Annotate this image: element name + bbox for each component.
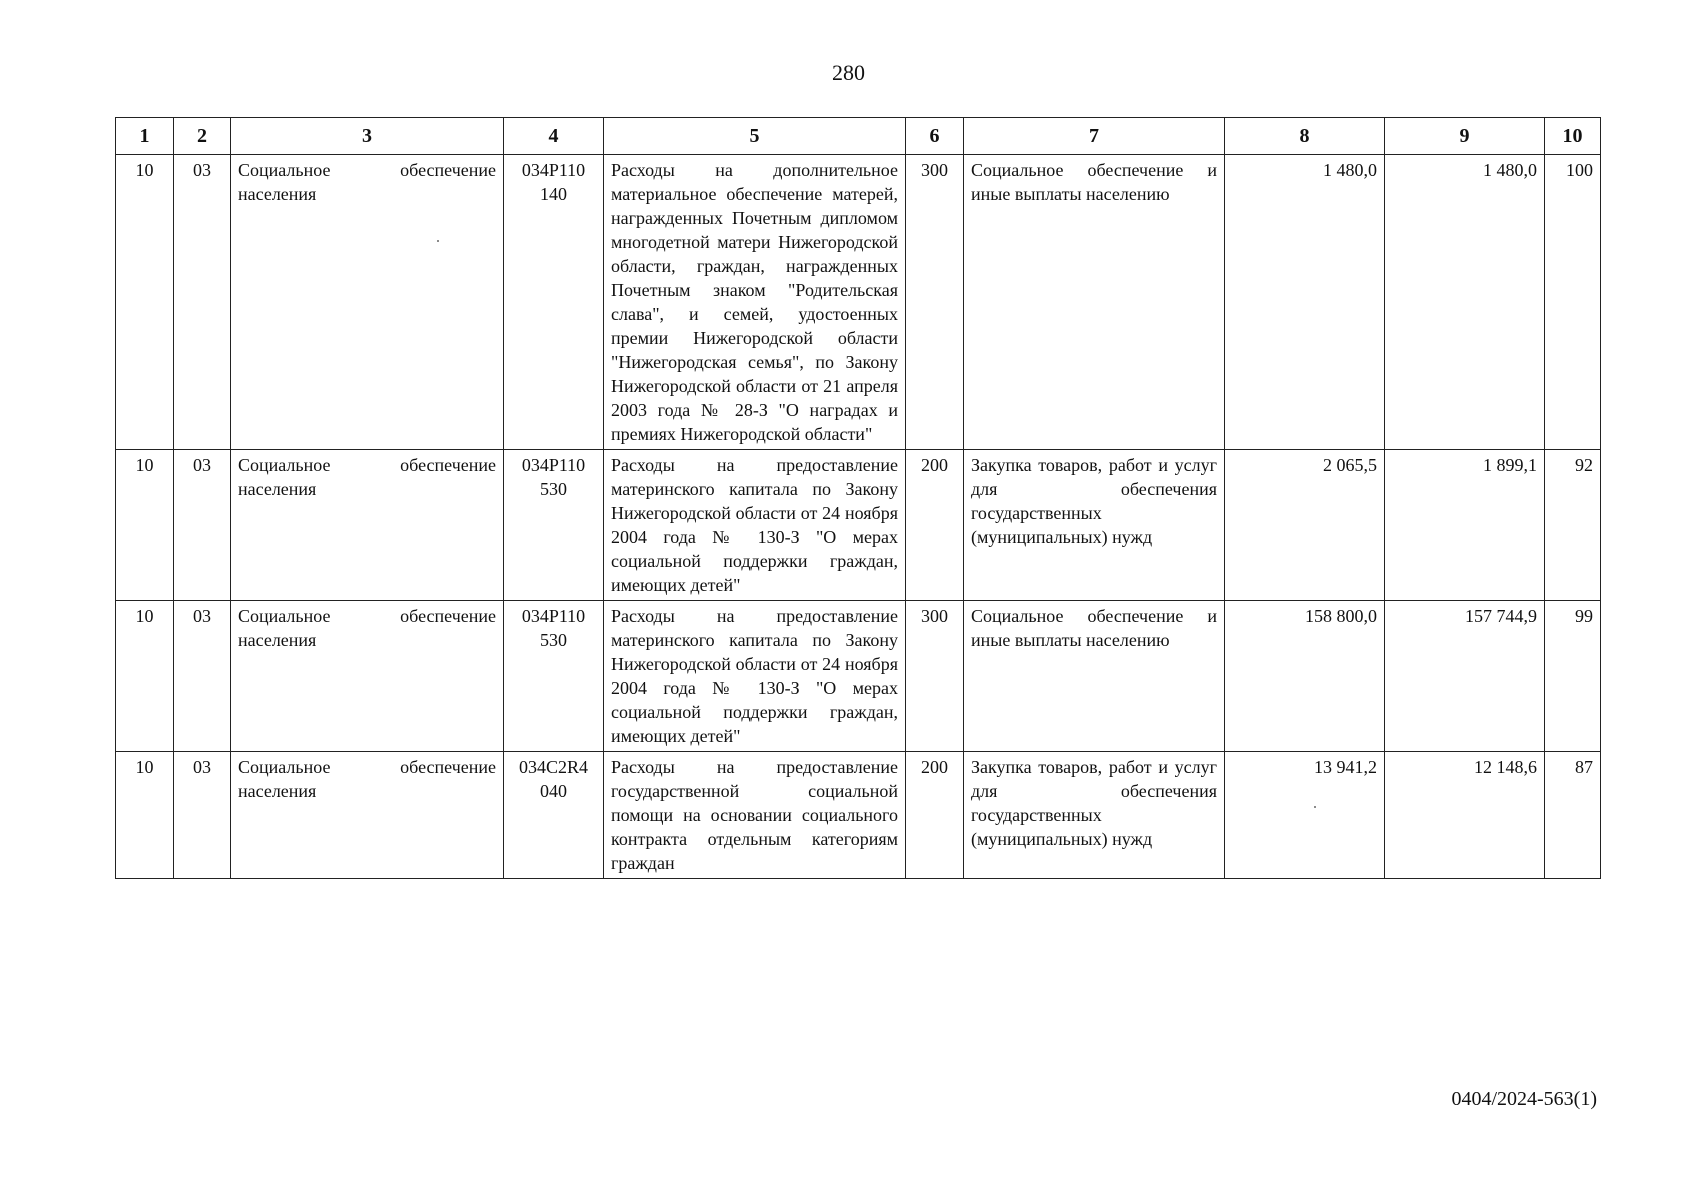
section-code: 10 bbox=[116, 601, 174, 752]
subsection-code: 03 bbox=[174, 752, 231, 879]
target-article-code: 034Р110 140 bbox=[504, 155, 604, 450]
execution-percent: 87 bbox=[1545, 752, 1601, 879]
col-header-1: 1 bbox=[116, 118, 174, 155]
document-code: 0404/2024-563(1) bbox=[1451, 1088, 1597, 1110]
execution-percent: 100 bbox=[1545, 155, 1601, 450]
col-header-3: 3 bbox=[231, 118, 504, 155]
subsection-code: 03 bbox=[174, 601, 231, 752]
expense-type-name: Закупка товаров, работ и услуг для обеспечения государственных (муниципальных) нужд bbox=[964, 752, 1225, 879]
expense-type-name: Социальное обеспечение и иные выплаты населению bbox=[964, 601, 1225, 752]
section-code: 10 bbox=[116, 752, 174, 879]
header-row bbox=[116, 118, 1601, 155]
planned-amount: 13 941,2 bbox=[1225, 752, 1385, 879]
col-header-4: 4 bbox=[504, 118, 604, 155]
table-row bbox=[116, 450, 1601, 601]
section-name: Социальное обеспечение населения bbox=[231, 155, 504, 450]
expense-type-code: 300 bbox=[906, 601, 964, 752]
col-header-10: 10 bbox=[1545, 118, 1601, 155]
subsection-code: 03 bbox=[174, 155, 231, 450]
col-header-5: 5 bbox=[604, 118, 906, 155]
actual-amount: 157 744,9 bbox=[1385, 601, 1545, 752]
col-header-7: 7 bbox=[964, 118, 1225, 155]
expense-description: Расходы на предоставление материнского капитала по Закону Нижегородской области от 24 ноября 2004 года № 130-З "О мерах социальной поддержки граждан, имеющих детей" bbox=[604, 601, 906, 752]
col-header-6: 6 bbox=[906, 118, 964, 155]
expense-description: Расходы на дополнительное материальное обеспечение матерей, награжденных Почетным дипломом многодетной матери Нижегородской области, граждан, награжденных Почетным знаком "Родительская слава", и семей, удостоенных премии Нижегородской области "Нижегородская семья", по Закону Нижегородской области от 21 апреля 2003 года № 28-З "О наградах и премиях Нижегородской области" bbox=[604, 155, 906, 450]
planned-amount: 1 480,0 bbox=[1225, 155, 1385, 450]
table-row bbox=[116, 155, 1601, 450]
section-name: Социальное обеспечение населения bbox=[231, 450, 504, 601]
expense-type-code: 200 bbox=[906, 752, 964, 879]
col-header-2: 2 bbox=[174, 118, 231, 155]
scan-speck bbox=[1314, 806, 1316, 808]
planned-amount: 2 065,5 bbox=[1225, 450, 1385, 601]
expense-description: Расходы на предоставление материнского капитала по Закону Нижегородской области от 24 ноября 2004 года № 130-З "О мерах социальной поддержки граждан, имеющих детей" bbox=[604, 450, 906, 601]
col-header-9: 9 bbox=[1385, 118, 1545, 155]
execution-percent: 99 bbox=[1545, 601, 1601, 752]
scan-speck bbox=[437, 240, 439, 242]
target-article-code: 034Р110 530 bbox=[504, 601, 604, 752]
execution-percent: 92 bbox=[1545, 450, 1601, 601]
expense-type-name: Социальное обеспечение и иные выплаты населению bbox=[964, 155, 1225, 450]
target-article-code: 034С2R4 040 bbox=[504, 752, 604, 879]
actual-amount: 1 899,1 bbox=[1385, 450, 1545, 601]
expense-type-code: 300 bbox=[906, 155, 964, 450]
page-number: 280 bbox=[832, 60, 865, 85]
section-code: 10 bbox=[116, 450, 174, 601]
budget-table bbox=[115, 117, 1601, 879]
section-name: Социальное обеспечение населения bbox=[231, 601, 504, 752]
section-name: Социальное обеспечение населения bbox=[231, 752, 504, 879]
actual-amount: 1 480,0 bbox=[1385, 155, 1545, 450]
table-row bbox=[116, 601, 1601, 752]
expense-type-code: 200 bbox=[906, 450, 964, 601]
expense-description: Расходы на предоставление государственной социальной помощи на основании социального контракта отдельным категориям граждан bbox=[604, 752, 906, 879]
section-code: 10 bbox=[116, 155, 174, 450]
planned-amount: 158 800,0 bbox=[1225, 601, 1385, 752]
target-article-code: 034Р110 530 bbox=[504, 450, 604, 601]
col-header-8: 8 bbox=[1225, 118, 1385, 155]
subsection-code: 03 bbox=[174, 450, 231, 601]
table-row bbox=[116, 752, 1601, 879]
actual-amount: 12 148,6 bbox=[1385, 752, 1545, 879]
expense-type-name: Закупка товаров, работ и услуг для обеспечения государственных (муниципальных) нужд bbox=[964, 450, 1225, 601]
